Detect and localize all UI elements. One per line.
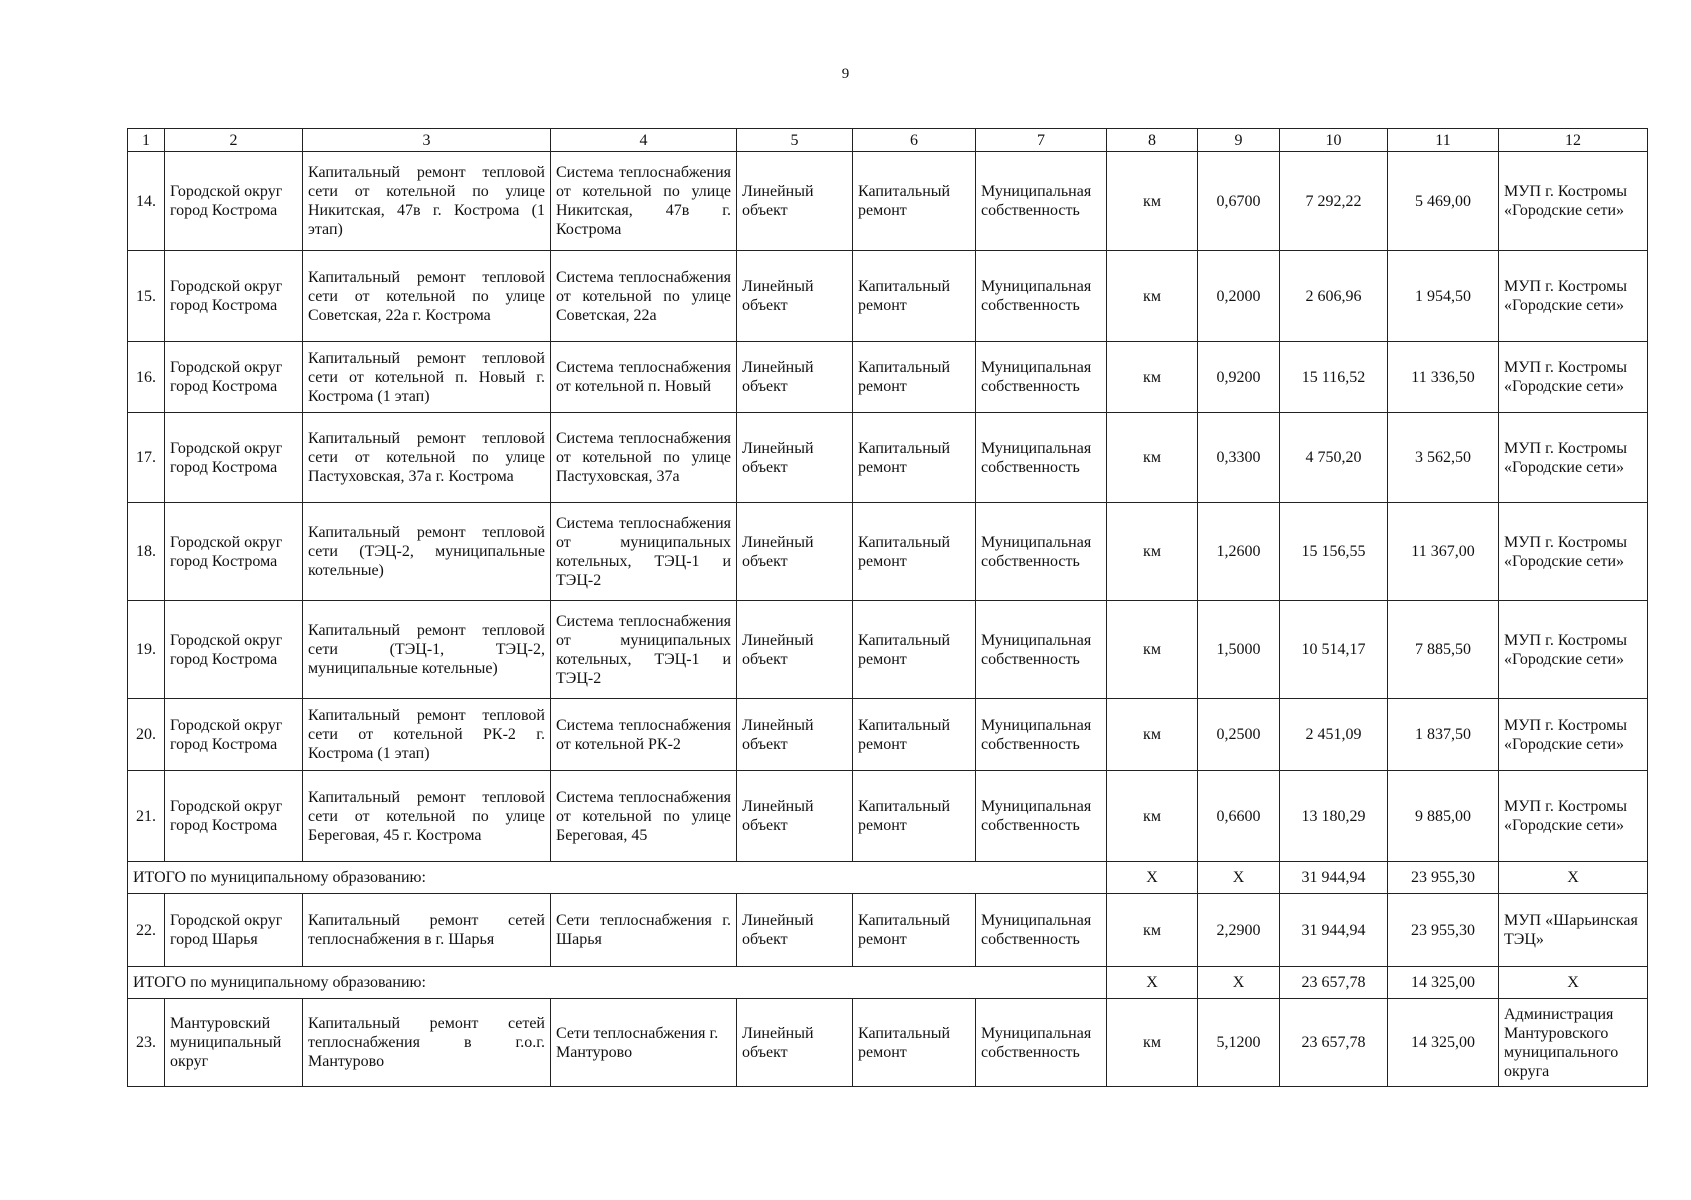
municipality-cell: Городской округ город Кострома <box>165 251 303 342</box>
cost-subsidy-cell: 3 562,50 <box>1388 413 1499 503</box>
cost-total-cell: 2 606,96 <box>1280 251 1388 342</box>
total-cost-total: 31 944,94 <box>1280 862 1388 894</box>
row-number: 20. <box>128 699 165 771</box>
executor-cell: МУП г. Костромы «Городские сети» <box>1499 251 1648 342</box>
object-cell: Сети теплоснабжения г. Шарья <box>551 894 737 967</box>
table-row <box>128 251 1648 342</box>
unit-cell: км <box>1107 601 1198 699</box>
total-cost-total: 23 657,78 <box>1280 967 1388 999</box>
ownership-cell: Муниципальная собственность <box>976 152 1107 251</box>
unit-cell: км <box>1107 251 1198 342</box>
work-cell: Капитальный ремонт тепловой сети от котельной по улице Никитская, 47в г. Кострома (1 этап) <box>303 152 551 251</box>
work-cell: Капитальный ремонт тепловой сети (ТЭЦ-1, ТЭЦ-2, муниципальные котельные) <box>303 601 551 699</box>
object-cell: Система теплоснабжения от котельной РК-2 <box>551 699 737 771</box>
ownership-cell: Муниципальная собственность <box>976 601 1107 699</box>
quantity-cell: 1,5000 <box>1198 601 1280 699</box>
quantity-cell: 0,2500 <box>1198 699 1280 771</box>
total-label: ИТОГО по муниципальному образованию: <box>128 967 1107 999</box>
executor-cell: МУП г. Костромы «Городские сети» <box>1499 601 1648 699</box>
cost-subsidy-cell: 1 837,50 <box>1388 699 1499 771</box>
object-cell: Система теплоснабжения от муниципальных котельных, ТЭЦ-1 и ТЭЦ-2 <box>551 503 737 601</box>
column-number: 10 <box>1280 129 1388 152</box>
kind-cell: Капитальный ремонт <box>853 999 976 1087</box>
quantity-cell: 2,2900 <box>1198 894 1280 967</box>
row-number: 21. <box>128 771 165 862</box>
cost-subsidy-cell: 9 885,00 <box>1388 771 1499 862</box>
object-cell: Система теплоснабжения от котельной по улице Никитская, 47в г. Кострома <box>551 152 737 251</box>
unit-cell: км <box>1107 152 1198 251</box>
table-row <box>128 894 1648 967</box>
municipality-cell: Городской округ город Шарья <box>165 894 303 967</box>
unit-cell: км <box>1107 699 1198 771</box>
kind-cell: Капитальный ремонт <box>853 699 976 771</box>
ownership-cell: Муниципальная собственность <box>976 342 1107 413</box>
total-executor: Х <box>1499 967 1648 999</box>
table-row <box>128 413 1648 503</box>
table-row <box>128 999 1648 1087</box>
row-number: 22. <box>128 894 165 967</box>
cost-subsidy-cell: 11 336,50 <box>1388 342 1499 413</box>
total-quantity: Х <box>1198 967 1280 999</box>
type-cell: Линейный объект <box>737 251 853 342</box>
quantity-cell: 5,1200 <box>1198 999 1280 1087</box>
row-number: 15. <box>128 251 165 342</box>
quantity-cell: 0,2000 <box>1198 251 1280 342</box>
page-number: 9 <box>841 66 850 82</box>
row-number: 23. <box>128 999 165 1087</box>
executor-cell: МУП «Шарьинская ТЭЦ» <box>1499 894 1648 967</box>
quantity-cell: 0,6700 <box>1198 152 1280 251</box>
type-cell: Линейный объект <box>737 503 853 601</box>
cost-subsidy-cell: 5 469,00 <box>1388 152 1499 251</box>
total-executor: Х <box>1499 862 1648 894</box>
column-number: 7 <box>976 129 1107 152</box>
cost-total-cell: 10 514,17 <box>1280 601 1388 699</box>
quantity-cell: 0,3300 <box>1198 413 1280 503</box>
work-cell: Капитальный ремонт тепловой сети от котельной по улице Береговая, 45 г. Кострома <box>303 771 551 862</box>
total-unit: Х <box>1107 967 1198 999</box>
object-cell: Система теплоснабжения от муниципальных котельных, ТЭЦ-1 и ТЭЦ-2 <box>551 601 737 699</box>
cost-total-cell: 23 657,78 <box>1280 999 1388 1087</box>
type-cell: Линейный объект <box>737 771 853 862</box>
cost-subsidy-cell: 23 955,30 <box>1388 894 1499 967</box>
work-cell: Капитальный ремонт тепловой сети от котельной по улице Пастуховская, 37а г. Кострома <box>303 413 551 503</box>
table-row <box>128 342 1648 413</box>
ownership-cell: Муниципальная собственность <box>976 894 1107 967</box>
municipality-cell: Городской округ город Кострома <box>165 699 303 771</box>
cost-subsidy-cell: 14 325,00 <box>1388 999 1499 1087</box>
kind-cell: Капитальный ремонт <box>853 894 976 967</box>
type-cell: Линейный объект <box>737 152 853 251</box>
cost-total-cell: 2 451,09 <box>1280 699 1388 771</box>
type-cell: Линейный объект <box>737 894 853 967</box>
unit-cell: км <box>1107 503 1198 601</box>
executor-cell: МУП г. Костромы «Городские сети» <box>1499 771 1648 862</box>
ownership-cell: Муниципальная собственность <box>976 999 1107 1087</box>
executor-cell: МУП г. Костромы «Городские сети» <box>1499 699 1648 771</box>
row-number: 18. <box>128 503 165 601</box>
quantity-cell: 0,9200 <box>1198 342 1280 413</box>
column-number-row <box>128 129 1648 152</box>
cost-total-cell: 7 292,22 <box>1280 152 1388 251</box>
unit-cell: км <box>1107 413 1198 503</box>
row-number: 16. <box>128 342 165 413</box>
table-row <box>128 152 1648 251</box>
executor-cell: Администрация Мантуровского муниципального округа <box>1499 999 1648 1087</box>
cost-subsidy-cell: 7 885,50 <box>1388 601 1499 699</box>
kind-cell: Капитальный ремонт <box>853 152 976 251</box>
table-row <box>128 601 1648 699</box>
executor-cell: МУП г. Костромы «Городские сети» <box>1499 152 1648 251</box>
quantity-cell: 0,6600 <box>1198 771 1280 862</box>
ownership-cell: Муниципальная собственность <box>976 771 1107 862</box>
object-cell: Система теплоснабжения от котельной п. Новый <box>551 342 737 413</box>
municipality-cell: Городской округ город Кострома <box>165 601 303 699</box>
total-cost-subsidy: 23 955,30 <box>1388 862 1499 894</box>
kind-cell: Капитальный ремонт <box>853 413 976 503</box>
type-cell: Линейный объект <box>737 413 853 503</box>
work-cell: Капитальный ремонт тепловой сети (ТЭЦ-2, муниципальные котельные) <box>303 503 551 601</box>
executor-cell: МУП г. Костромы «Городские сети» <box>1499 503 1648 601</box>
column-number: 8 <box>1107 129 1198 152</box>
total-unit: Х <box>1107 862 1198 894</box>
table-row <box>128 699 1648 771</box>
kind-cell: Капитальный ремонт <box>853 503 976 601</box>
executor-cell: МУП г. Костромы «Городские сети» <box>1499 342 1648 413</box>
total-quantity: Х <box>1198 862 1280 894</box>
total-cost-subsidy: 14 325,00 <box>1388 967 1499 999</box>
unit-cell: км <box>1107 342 1198 413</box>
type-cell: Линейный объект <box>737 999 853 1087</box>
municipality-cell: Городской округ город Кострома <box>165 503 303 601</box>
column-number: 1 <box>128 129 165 152</box>
work-cell: Капитальный ремонт тепловой сети от котельной п. Новый г. Кострома (1 этап) <box>303 342 551 413</box>
executor-cell: МУП г. Костромы «Городские сети» <box>1499 413 1648 503</box>
municipality-cell: Городской округ город Кострома <box>165 771 303 862</box>
table-row <box>128 503 1648 601</box>
unit-cell: км <box>1107 771 1198 862</box>
table-row <box>128 771 1648 862</box>
work-cell: Капитальный ремонт тепловой сети от котельной РК-2 г. Кострома (1 этап) <box>303 699 551 771</box>
municipality-cell: Городской округ город Кострома <box>165 342 303 413</box>
column-number: 5 <box>737 129 853 152</box>
object-cell: Система теплоснабжения от котельной по улице Береговая, 45 <box>551 771 737 862</box>
work-list-table <box>127 128 1648 1087</box>
cost-subsidy-cell: 1 954,50 <box>1388 251 1499 342</box>
column-number: 2 <box>165 129 303 152</box>
cost-total-cell: 13 180,29 <box>1280 771 1388 862</box>
work-cell: Капитальный ремонт сетей теплоснабжения в г. Шарья <box>303 894 551 967</box>
object-cell: Система теплоснабжения от котельной по улице Советская, 22а <box>551 251 737 342</box>
type-cell: Линейный объект <box>737 601 853 699</box>
kind-cell: Капитальный ремонт <box>853 771 976 862</box>
municipality-cell: Мантуровский муниципальный округ <box>165 999 303 1087</box>
row-number: 14. <box>128 152 165 251</box>
quantity-cell: 1,2600 <box>1198 503 1280 601</box>
total-row <box>128 967 1648 999</box>
cost-total-cell: 31 944,94 <box>1280 894 1388 967</box>
row-number: 19. <box>128 601 165 699</box>
kind-cell: Капитальный ремонт <box>853 601 976 699</box>
column-number: 4 <box>551 129 737 152</box>
column-number: 12 <box>1499 129 1648 152</box>
column-number: 11 <box>1388 129 1499 152</box>
unit-cell: км <box>1107 999 1198 1087</box>
municipality-cell: Городской округ город Кострома <box>165 413 303 503</box>
object-cell: Система теплоснабжения от котельной по улице Пастуховская, 37а <box>551 413 737 503</box>
work-cell: Капитальный ремонт тепловой сети от котельной по улице Советская, 22а г. Кострома <box>303 251 551 342</box>
cost-subsidy-cell: 11 367,00 <box>1388 503 1499 601</box>
total-row <box>128 862 1648 894</box>
work-cell: Капитальный ремонт сетей теплоснабжения в г.о.г. Мантурово <box>303 999 551 1087</box>
row-number: 17. <box>128 413 165 503</box>
cost-total-cell: 4 750,20 <box>1280 413 1388 503</box>
total-label: ИТОГО по муниципальному образованию: <box>128 862 1107 894</box>
cost-total-cell: 15 116,52 <box>1280 342 1388 413</box>
column-number: 6 <box>853 129 976 152</box>
municipality-cell: Городской округ город Кострома <box>165 152 303 251</box>
column-number: 3 <box>303 129 551 152</box>
ownership-cell: Муниципальная собственность <box>976 699 1107 771</box>
cost-total-cell: 15 156,55 <box>1280 503 1388 601</box>
ownership-cell: Муниципальная собственность <box>976 503 1107 601</box>
ownership-cell: Муниципальная собственность <box>976 251 1107 342</box>
column-number: 9 <box>1198 129 1280 152</box>
unit-cell: км <box>1107 894 1198 967</box>
object-cell: Сети теплоснабжения г. Мантурово <box>551 999 737 1087</box>
type-cell: Линейный объект <box>737 342 853 413</box>
ownership-cell: Муниципальная собственность <box>976 413 1107 503</box>
kind-cell: Капитальный ремонт <box>853 251 976 342</box>
type-cell: Линейный объект <box>737 699 853 771</box>
kind-cell: Капитальный ремонт <box>853 342 976 413</box>
